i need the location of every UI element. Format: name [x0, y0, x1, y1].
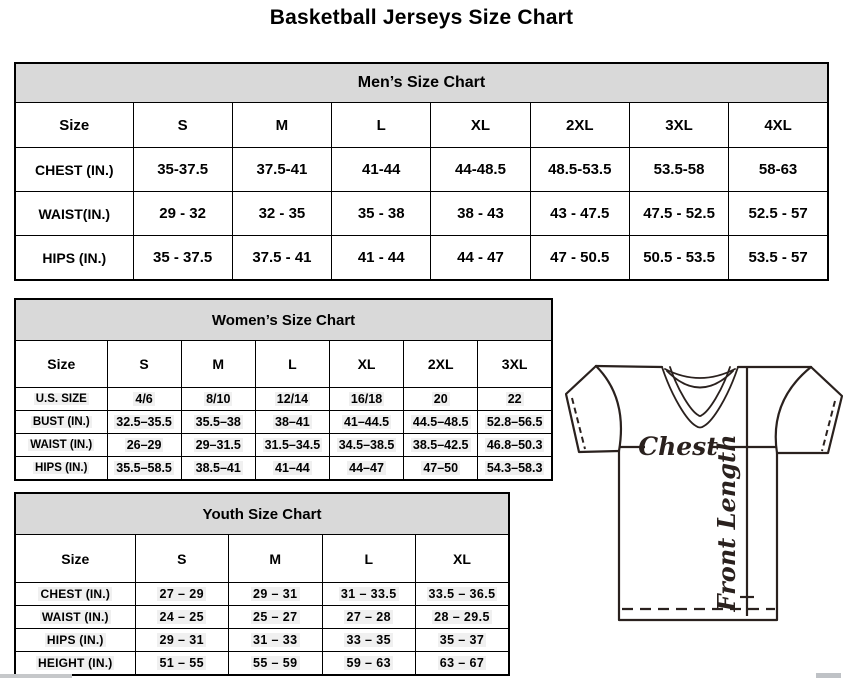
table-row [15, 236, 828, 281]
table-cell: 55 – 59 [229, 652, 323, 676]
table-row [15, 606, 509, 629]
table-cell: 31 – 33 [229, 629, 323, 652]
table-cell: 52.5 - 57 [729, 192, 828, 236]
column-header: 3XL [629, 103, 728, 148]
table-cell: 41–44 [255, 457, 329, 481]
table-cell: 29 – 31 [135, 629, 229, 652]
womens-size-table [14, 298, 553, 481]
row-label: HIPS (IN.) [15, 236, 133, 281]
front-length-label: Front Length [712, 434, 741, 612]
table-row [15, 411, 552, 434]
table-cell: 38.5–41 [181, 457, 255, 481]
horizontal-scrollbar-fragment-left[interactable] [0, 674, 72, 678]
row-label: WAIST (IN.) [15, 606, 135, 629]
column-header: XL [329, 341, 403, 388]
column-header: 4XL [729, 103, 828, 148]
table-cell: 44 - 47 [431, 236, 530, 281]
table-cell: 8/10 [181, 388, 255, 411]
table-cell: 35 - 37.5 [133, 236, 232, 281]
table-cell: 59 – 63 [322, 652, 416, 676]
table-row [15, 629, 509, 652]
page-title: Basketball Jerseys Size Chart [269, 6, 574, 29]
table-cell: 32 - 35 [232, 192, 331, 236]
column-header: S [135, 535, 229, 583]
table-cell: 24 – 25 [135, 606, 229, 629]
table-cell: 12/14 [255, 388, 329, 411]
table-cell: 35.5–38 [181, 411, 255, 434]
table-row [15, 434, 552, 457]
column-header: XL [416, 535, 510, 583]
column-header: L [255, 341, 329, 388]
mens-size-table [14, 62, 829, 281]
horizontal-scrollbar-fragment-right[interactable] [816, 673, 841, 678]
table-cell: 44.5–48.5 [404, 411, 478, 434]
table-cell: 48.5-53.5 [530, 148, 629, 192]
table-cell: 33.5 – 36.5 [416, 583, 510, 606]
front-length-measure-line [740, 367, 754, 616]
chest-label: Chest [638, 432, 718, 461]
table-cell: 41 - 44 [332, 236, 431, 281]
table-cell: 35 – 37 [416, 629, 510, 652]
table-cell: 32.5–35.5 [107, 411, 181, 434]
table-cell: 35 - 38 [332, 192, 431, 236]
column-header: XL [431, 103, 530, 148]
column-header-row [15, 535, 509, 583]
youth-size-chart [14, 492, 510, 676]
table-cell: 38 - 43 [431, 192, 530, 236]
table-cell: 47.5 - 52.5 [629, 192, 728, 236]
table-row [15, 388, 552, 411]
column-header-row [15, 103, 828, 148]
table-row [15, 652, 509, 676]
table-title: Youth Size Chart [15, 493, 509, 535]
row-label: WAIST(IN.) [15, 192, 133, 236]
table-cell: 33 – 35 [322, 629, 416, 652]
jersey-outline [566, 366, 842, 620]
table-cell: 43 - 47.5 [530, 192, 629, 236]
table-row [15, 583, 509, 606]
row-label: HEIGHT (IN.) [15, 652, 135, 676]
table-cell: 47–50 [404, 457, 478, 481]
table-row [15, 457, 552, 481]
table-cell: 58-63 [729, 148, 828, 192]
table-cell: 54.3–58.3 [478, 457, 552, 481]
table-cell: 51 – 55 [135, 652, 229, 676]
row-label: WAIST (IN.) [15, 434, 107, 457]
table-cell: 34.5–38.5 [329, 434, 403, 457]
table-row [15, 148, 828, 192]
table-row [15, 192, 828, 236]
column-header: L [332, 103, 431, 148]
column-header: M [229, 535, 323, 583]
table-cell: 28 – 29.5 [416, 606, 510, 629]
table-cell: 35-37.5 [133, 148, 232, 192]
table-title-row [15, 299, 552, 341]
column-header: S [133, 103, 232, 148]
column-header: Size [15, 103, 133, 148]
column-header: S [107, 341, 181, 388]
column-header: M [181, 341, 255, 388]
table-cell: 31.5–34.5 [255, 434, 329, 457]
table-cell: 41-44 [332, 148, 431, 192]
table-cell: 63 – 67 [416, 652, 510, 676]
youth-size-table [14, 492, 510, 676]
table-cell: 35.5–58.5 [107, 457, 181, 481]
table-cell: 4/6 [107, 388, 181, 411]
womens-size-chart [14, 298, 553, 481]
table-title-row [15, 63, 828, 103]
table-cell: 46.8–50.3 [478, 434, 552, 457]
table-cell: 52.8–56.5 [478, 411, 552, 434]
table-title: Women’s Size Chart [15, 299, 552, 341]
jersey-measurement-diagram [565, 363, 843, 625]
row-label: CHEST (IN.) [15, 148, 133, 192]
table-cell: 37.5-41 [232, 148, 331, 192]
row-label: HIPS (IN.) [15, 457, 107, 481]
table-cell: 29 – 31 [229, 583, 323, 606]
table-cell: 27 – 28 [322, 606, 416, 629]
table-cell: 31 – 33.5 [322, 583, 416, 606]
table-cell: 29–31.5 [181, 434, 255, 457]
table-cell: 53.5 - 57 [729, 236, 828, 281]
table-cell: 50.5 - 53.5 [629, 236, 728, 281]
column-header-row [15, 341, 552, 388]
table-title: Men’s Size Chart [15, 63, 828, 103]
table-cell: 20 [404, 388, 478, 411]
column-header: Size [15, 341, 107, 388]
row-label: CHEST (IN.) [15, 583, 135, 606]
table-cell: 25 – 27 [229, 606, 323, 629]
column-header: L [322, 535, 416, 583]
table-cell: 37.5 - 41 [232, 236, 331, 281]
mens-size-chart [14, 62, 829, 281]
table-cell: 44–47 [329, 457, 403, 481]
column-header: M [232, 103, 331, 148]
table-cell: 47 - 50.5 [530, 236, 629, 281]
table-cell: 44-48.5 [431, 148, 530, 192]
table-cell: 53.5-58 [629, 148, 728, 192]
table-title-row [15, 493, 509, 535]
column-header: 2XL [530, 103, 629, 148]
row-label: HIPS (IN.) [15, 629, 135, 652]
table-cell: 41–44.5 [329, 411, 403, 434]
column-header: 2XL [404, 341, 478, 388]
row-label: U.S. SIZE [15, 388, 107, 411]
table-cell: 29 - 32 [133, 192, 232, 236]
table-cell: 27 – 29 [135, 583, 229, 606]
row-label: BUST (IN.) [15, 411, 107, 434]
table-cell: 38.5–42.5 [404, 434, 478, 457]
table-cell: 16/18 [329, 388, 403, 411]
jersey-collar [662, 367, 738, 428]
table-cell: 26–29 [107, 434, 181, 457]
column-header: 3XL [478, 341, 552, 388]
table-cell: 22 [478, 388, 552, 411]
table-cell: 38–41 [255, 411, 329, 434]
column-header: Size [15, 535, 135, 583]
